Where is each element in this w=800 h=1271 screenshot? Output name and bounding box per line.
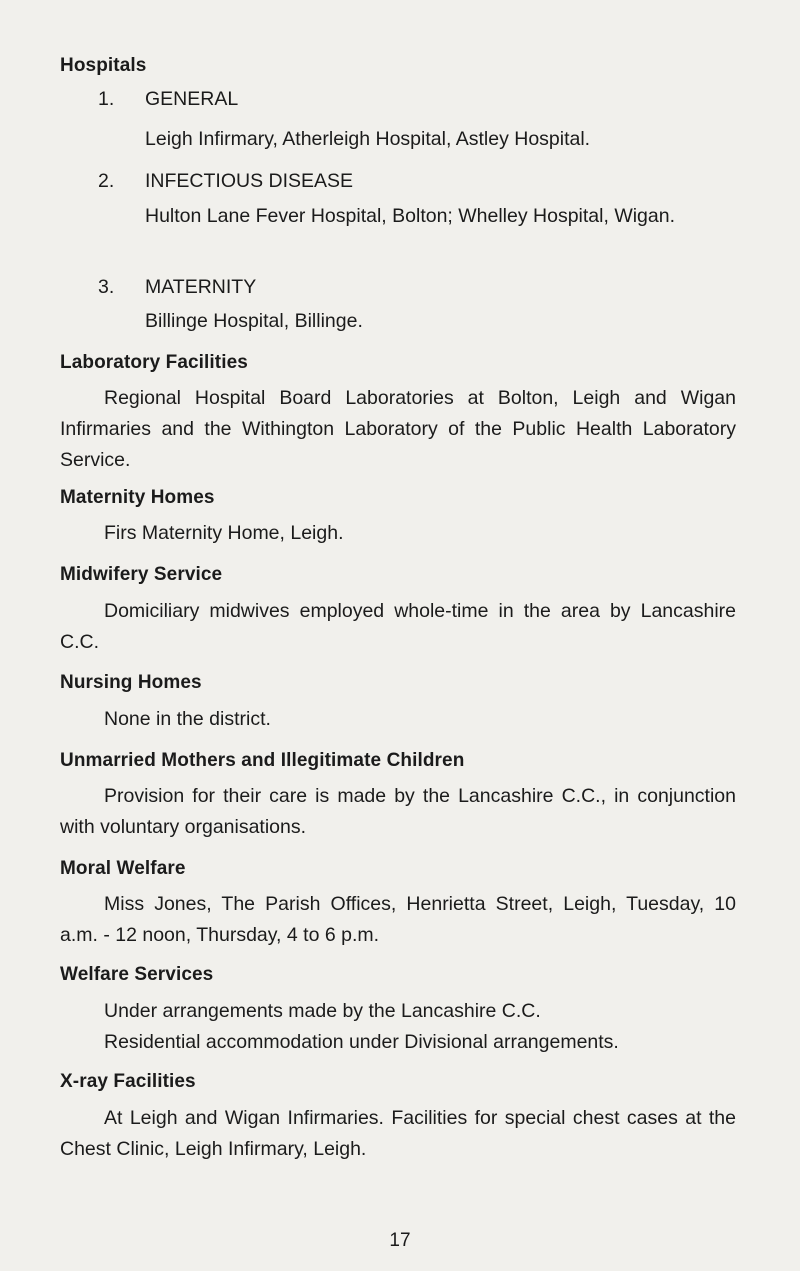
hospital-item-label: MATERNITY bbox=[145, 276, 257, 298]
nursing-homes-heading: Nursing Homes bbox=[60, 672, 202, 693]
xray-text-content: At Leigh and Wigan Infirmaries. Facilities for special chest cases at the Chest Clinic, Leigh Infirmary, Leigh. bbox=[60, 1107, 736, 1160]
welfare-services-text-1-content: Under arrangements made by the Lancashire C.C. bbox=[104, 1000, 541, 1022]
unmarried-mothers-text bbox=[60, 781, 736, 843]
midwifery-heading: Midwifery Service bbox=[60, 564, 223, 585]
maternity-homes-text-content: Firs Maternity Home, Leigh. bbox=[104, 522, 344, 544]
hospital-item-number: 3. bbox=[98, 276, 115, 298]
hospital-item-number: 1. bbox=[98, 88, 115, 110]
hospital-item-text: Billinge Hospital, Billinge. bbox=[145, 310, 363, 332]
laboratory-text bbox=[60, 383, 736, 476]
welfare-services-heading: Welfare Services bbox=[60, 964, 214, 985]
nursing-homes-text-content: None in the district. bbox=[104, 708, 271, 730]
hospital-item-label: GENERAL bbox=[145, 88, 239, 110]
welfare-services-text-2 bbox=[60, 1027, 736, 1058]
midwifery-text-content: Domiciliary midwives employed whole-time in the area by Lancashire C.C. bbox=[60, 600, 736, 653]
hospital-item-label: INFECTIOUS DISEASE bbox=[145, 170, 354, 192]
midwifery-text bbox=[60, 596, 736, 658]
hospital-item-text: Leigh Infirmary, Atherleigh Hospital, Astley Hospital. bbox=[145, 128, 591, 150]
unmarried-mothers-text-content: Provision for their care is made by the Lancashire C.C., in conjunction with voluntary organisations. bbox=[60, 785, 736, 838]
welfare-services-text-2-content: Residential accommodation under Divisional arrangements. bbox=[104, 1031, 619, 1053]
welfare-services-text-1 bbox=[60, 996, 736, 1027]
laboratory-heading: Laboratory Facilities bbox=[60, 352, 248, 373]
unmarried-mothers-heading: Unmarried Mothers and Illegitimate Children bbox=[60, 750, 465, 771]
hospital-item-number: 2. bbox=[98, 170, 115, 192]
maternity-homes-text bbox=[60, 518, 736, 549]
moral-welfare-text bbox=[60, 889, 736, 951]
page-number: 17 bbox=[389, 1230, 411, 1251]
maternity-homes-heading: Maternity Homes bbox=[60, 487, 215, 508]
moral-welfare-text-content: Miss Jones, The Parish Offices, Henrietta Street, Leigh, Tuesday, 10 a.m. - 12 noon, Thursday, 4 to 6 p.m. bbox=[60, 893, 736, 946]
moral-welfare-heading: Moral Welfare bbox=[60, 858, 186, 879]
laboratory-text-content: Regional Hospital Board Laboratories at Bolton, Leigh and Wigan Infirmaries and the Withington Laboratory of the Public Health Laboratory Service. bbox=[60, 387, 736, 471]
xray-heading: X-ray Facilities bbox=[60, 1071, 196, 1092]
hospitals-heading: Hospitals bbox=[60, 55, 147, 76]
hospital-item-text: Hulton Lane Fever Hospital, Bolton; Whelley Hospital, Wigan. bbox=[145, 205, 676, 227]
nursing-homes-text bbox=[60, 704, 736, 735]
xray-text bbox=[60, 1103, 736, 1165]
